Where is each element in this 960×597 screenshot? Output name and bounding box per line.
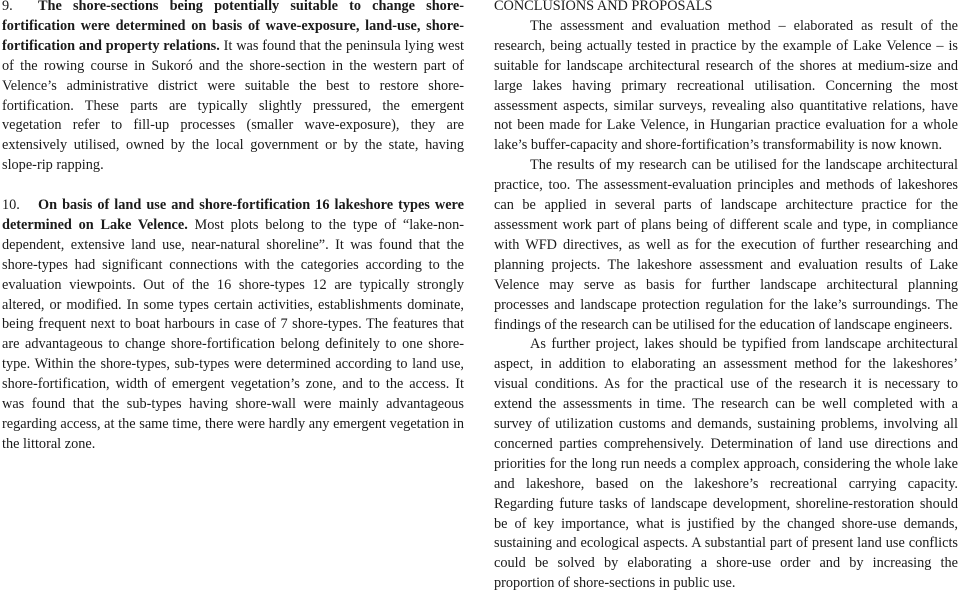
numbered-item-10 (2, 196, 464, 455)
numbered-item-9 (2, 0, 464, 176)
item-number: 10. (2, 197, 20, 214)
item-body: Most plots belong to the type of “lake-non-dependent, extensive land use, near-natural shoreline”. It was found that the shore-types had significant connections with the categories according to the evaluation viewpoints. Out of the 16 shore-types 12 are typically strongly altered, or modified. In some types certain activities, establishments dominate, being frequent next to boat harbours in case of 7 shore-types. The features that are advantageous to change shore-fortification belong definitely to one shore-type. Within the shore-types, sub-types were determined according to land use, shore-fortification, width of emergent vegetation’s zone, and to the access. It was found that the sub-types having shore-wall were mainly advantageous regarding access, at the same time, there were hardly any emergent vegetation in the littoral zone. (2, 216, 464, 452)
item-bold-lead: On basis of land use and shore-fortification 16 lakeshore types were determined on Lake Velence. (2, 197, 464, 233)
paragraph: The assessment and evaluation method – elaborated as result of the research, being actually tested in practice by the example of Lake Velence – is suitable for landscape architectural research of the shores at medium-size and large lakes having primary recreational utilisation. Concerning the most assessment aspects, similar surveys, revealing also quantitative relations, have not been made for Lake Velence, in Hungarian practice evaluation for a whole lake’s buffer-capacity and shore-fortification’s transformability is now known. (494, 17, 958, 154)
right-column (494, 0, 958, 594)
item-body: It was found that the peninsula lying west of the rowing course in Sukoró and the shore-section in the western part of Velence’s administrative district were suitable the best to restore shore-fortification. These parts are typically slightly pressured, the emergent vegetation refer to fill-up processes (smaller wave-exposure), they are extensively utilised, owned by the local government or by the state, having slope-rip rapping. (2, 37, 464, 174)
paragraph: As further project, lakes should be typified from landscape architectural aspect, in addition to elaborating an assessment method for the lakeshores’ visual conditions. As for the practical use of the research it is necessary to extend the assessments in time. The research can be well completed with a survey of utilization customs and demands, sustaining problems, involving all concerned parties comprehensively. Determination of land use directions and priorities for the long run needs a complex approach, considering the whole lake and lakeshore, based on the lakeshore’s recreational carrying capacity. Regarding future tasks of landscape development, shoreline-restoration should be of key importance, what is justified by the changed shore-use demands, sustaining and ecological aspects. A substantial part of present land use conflicts could be solved by elaborating a shore-use order and by increasing the proportion of shore-sections in public use. (494, 336, 958, 592)
item-bold-lead: The shore-sections being potentially suitable to change shore-fortification were determined on basis of wave-exposure, land-use, shore-fortification and property relations. (2, 0, 464, 54)
left-column (2, 0, 464, 475)
section-heading: CONCLUSIONS AND PROPOSALS (494, 0, 713, 14)
paragraph: The results of my research can be utilised for the landscape architectural practice, too. The assessment-evaluation principles and methods of lakeshores can be applied in several parts of landscape architecture practice for the assessment work part of plans being of different scale and type, in compliance with WFD directives, as well as for the execution of further researching and planning projects. The lakeshore assessment and evaluation results of Lake Velence may serve as basis for further landscape architectural planning processes and landscape protection regulation for the lake’s surroundings. The findings of the research can be utilised for the education of landscape engineers. (494, 157, 958, 333)
item-number: 9. (2, 0, 13, 14)
